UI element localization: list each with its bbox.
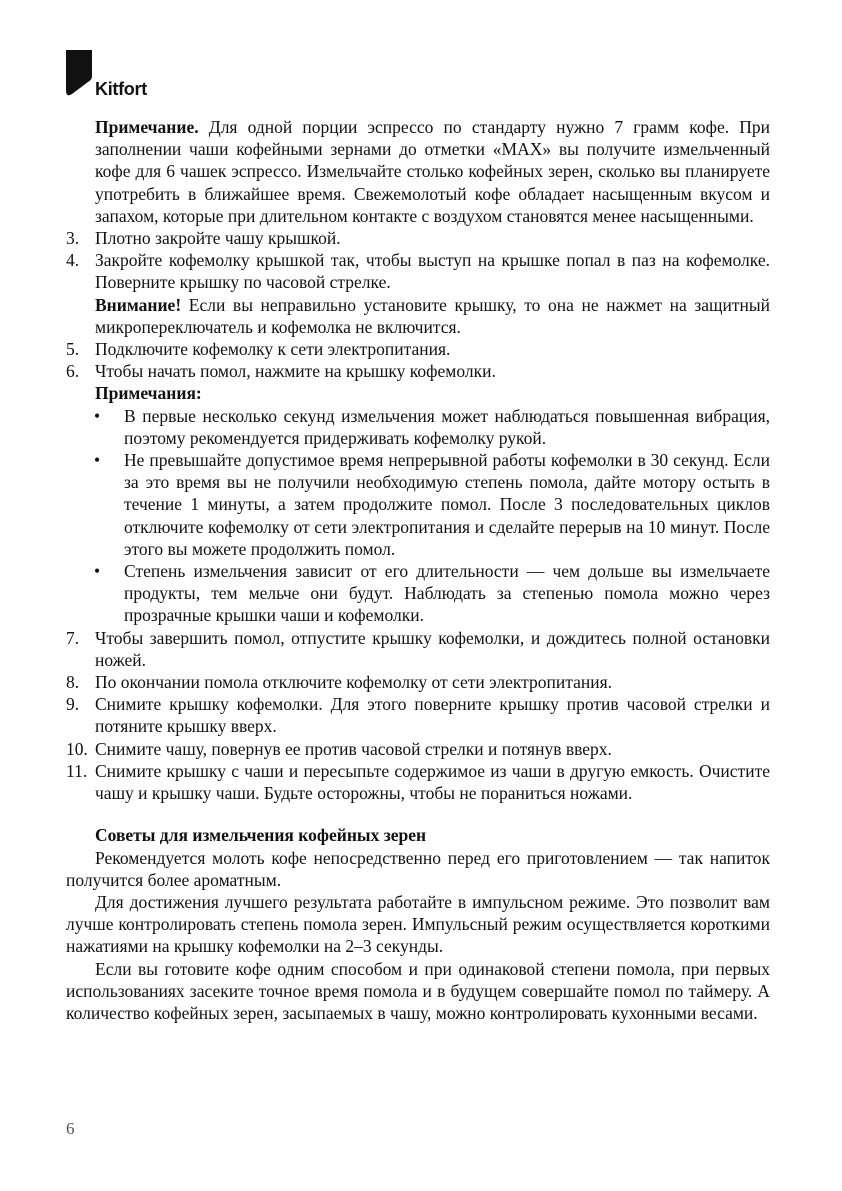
- step-text: Снимите крышку кофемолки. Для этого поверните крышку против часовой стрелки и потяните крышку вверх.: [95, 694, 770, 737]
- bullet-mark: •: [94, 561, 101, 582]
- step-7: [66, 627, 770, 671]
- step-number: 7.: [66, 627, 80, 648]
- step-9: [66, 693, 770, 737]
- bullet-text: Не превышайте допустимое время непрерывной работы кофемолки в 30 секунд. Если за это время вы не получили необходимую степень помола, дайте мотору остыть в течение 1 минуты, а затем продолжите помол. После 3 последовательных циклов отключите кофемолку от сети электропитания и сделайте перерыв на 10 минут. После этого вы можете продолжить помол.: [124, 450, 770, 559]
- step-number: 9.: [66, 694, 80, 715]
- step-text: По окончании помола отключите кофемолку от сети электропитания.: [95, 672, 612, 693]
- step-number: 11.: [66, 760, 88, 781]
- kitfort-logo-icon: [66, 50, 92, 96]
- step-text: Снимите крышку с чаши и пересыпьте содержимое из чаши в другую емкость. Очистите чашу и крышку чаши. Будьте осторожны, чтобы не пораниться ножами.: [95, 760, 770, 804]
- notes-label: Примечания:: [95, 383, 202, 404]
- step-number: 3.: [66, 228, 80, 249]
- brand-logo: [66, 50, 186, 100]
- step-11: [66, 760, 770, 804]
- step-number: 6.: [66, 361, 80, 382]
- step-number: 5.: [66, 339, 80, 360]
- step-text: Снимите чашу, повернув ее против часовой стрелки и потянув вверх.: [95, 738, 612, 759]
- warning-paragraph: [66, 294, 770, 338]
- tips-paragraph: Рекомендуется молоть кофе непосредственно перед его приготовлением — так напиток получится более ароматным.: [66, 847, 770, 890]
- bullet-mark: •: [94, 450, 101, 471]
- step-4: [66, 249, 770, 293]
- step-3: [66, 227, 770, 249]
- step-text: Чтобы начать помол, нажмите на крышку кофемолки.: [95, 361, 496, 382]
- bullet-item: [66, 449, 770, 560]
- step-8: [66, 671, 770, 693]
- main-content: [66, 116, 770, 1024]
- note-text: Для одной порции эспрессо по стандарту нужно 7 грамм кофе. При заполнении чаши кофейными зернами до отметки «MAX» вы получите измельченный кофе для 6 чашек эспрессо. Измельчайте столько кофейных зерен, сколько вы планируете употребить в ближайшее время. Свежемолотый кофе обладает насыщенным вкусом и запахом, которые при длительном контакте с воздухом становятся менее насыщенными.: [95, 117, 770, 226]
- bullet-mark: •: [94, 405, 101, 426]
- step-number: 10.: [66, 738, 88, 759]
- bullet-item: [66, 560, 770, 627]
- step-text: Плотно закройте чашу крышкой.: [95, 228, 341, 249]
- note-label: Примечание.: [95, 117, 199, 137]
- step-number: 4.: [66, 250, 80, 271]
- note-paragraph: [66, 116, 770, 227]
- tips-paragraph: Если вы готовите кофе одним способом и при одинаковой степени помола, при первых использованиях засеките точное время помола и в будущем совершайте помол по таймеру. А количество кофейных зерен, засыпаемых в чашу, можно контролировать кухонными весами.: [66, 958, 770, 1023]
- bullet-text: Степень измельчения зависит от его длительности — чем дольше вы измельчаете продукты, тем мельче они будут. Наблюдать за степенью помола можно через прозрачные крышки чаши и кофемолки.: [124, 561, 770, 626]
- step-5: [66, 338, 770, 360]
- step-10: [66, 738, 770, 760]
- step-text: Подключите кофемолку к сети электропитания.: [95, 339, 451, 360]
- warning-text: Если вы неправильно установите крышку, то она не нажмет на защитный микропереключатель и кофемолка не включится.: [95, 294, 770, 337]
- step-text: Закройте кофемолку крышкой так, чтобы выступ на крышке попал в паз на кофемолке. Поверните крышку по часовой стрелке.: [95, 250, 770, 293]
- warning-label: Внимание!: [95, 294, 182, 315]
- bullet-item: [66, 405, 770, 449]
- bullet-text: В первые несколько секунд измельчения может наблюдаться повышенная вибрация, поэтому рекомендуется придерживать кофемолку рукой.: [124, 405, 770, 448]
- notes-heading: [66, 382, 770, 404]
- page-number: 6: [66, 1119, 75, 1138]
- tips-heading: Советы для измельчения кофейных зерен: [95, 825, 427, 846]
- step-6: [66, 360, 770, 382]
- step-text: Чтобы завершить помол, отпустите крышку кофемолки, и дождитесь полной остановки ножей.: [95, 627, 770, 670]
- brand-name: Kitfort: [95, 79, 147, 99]
- step-number: 8.: [66, 672, 80, 693]
- tips-paragraph: Для достижения лучшего результата работайте в импульсном режиме. Это позволит вам лучше контролировать степень помола зерен. Импульсный режим осуществляется короткими нажатиями на крышку кофемолки на 2–3 секунды.: [66, 891, 770, 957]
